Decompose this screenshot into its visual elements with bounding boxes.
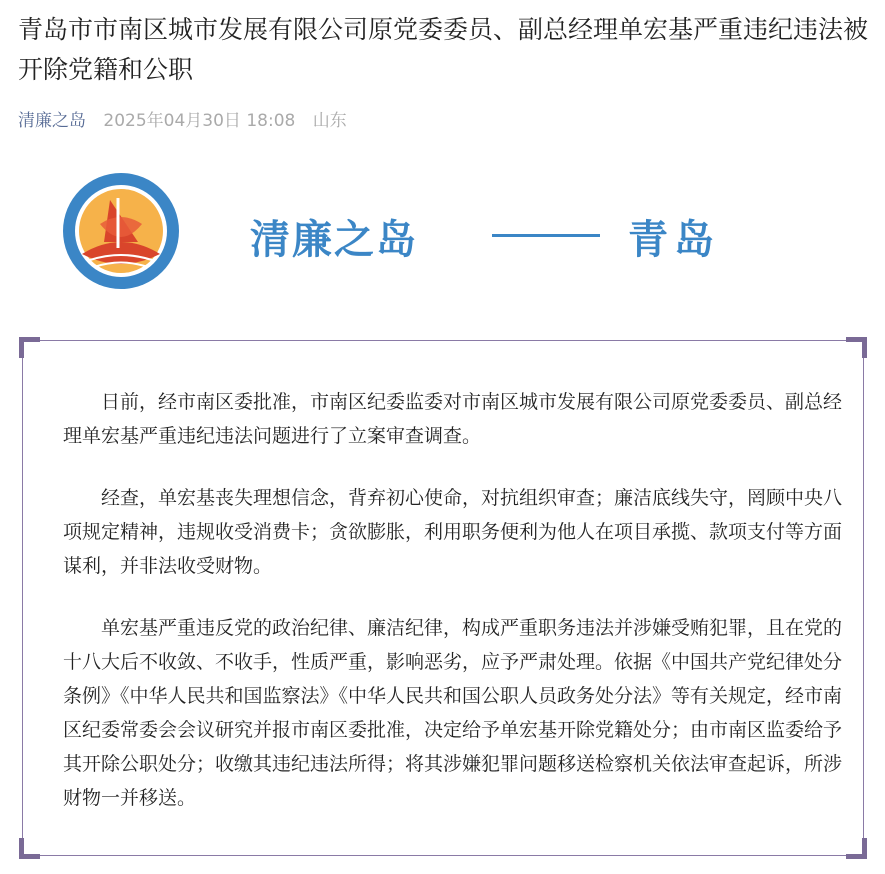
- banner-city-text: 青岛: [628, 216, 720, 263]
- frame-corner-top-left: [19, 337, 40, 358]
- article-meta: [18, 108, 347, 134]
- article-paragraph: 经查，单宏基丧失理想信念，背弃初心使命，对抗组织审查；廉洁底线失守，罔顾中央八项规定精神，违规收受消费卡；贪欲膨胀，利用职务便利为他人在项目承揽、款项支付等方面谋利，并非法收受财物。: [63, 487, 843, 577]
- frame-corner-bottom-right: [846, 838, 867, 859]
- article-title: 青岛市市南区城市发展有限公司原党委委员、副总经理单宏基严重违纪违法被开除党籍和公职: [18, 15, 869, 84]
- qinglian-logo-icon: [60, 170, 182, 292]
- banner-brand-text: 清廉之岛: [250, 216, 418, 263]
- frame-corner-bottom-left: [19, 838, 40, 859]
- account-name-link[interactable]: 清廉之岛: [18, 111, 86, 131]
- header-banner-image: [60, 170, 820, 295]
- article-paragraph: 日前，经市南区委批准，市南区纪委监委对市南区城市发展有限公司原党委委员、副总经理单宏基严重违纪违法问题进行了立案审查调查。: [63, 391, 843, 447]
- publish-location: 山东: [312, 111, 347, 131]
- banner-dash-divider: [492, 234, 600, 237]
- article-paragraph: 单宏基严重违反党的政治纪律、廉洁纪律，构成严重职务违法并涉嫌受贿犯罪，且在党的十八大后不收敛、不收手，性质严重，影响恶劣，应予严肃处理。依据《中国共产党纪律处分条例》《中华人民共和国监察法》《中华人民共和国公职人员政务处分法》等有关规定，经市南区纪委常委会会议研究并报市南区委批准，决定给予单宏基开除党籍处分；由市南区监委给予其开除公职处分；收缴其违纪违法所得；将其涉嫌犯罪问题移送检察机关依法审查起诉，所涉财物一并移送。: [63, 617, 843, 809]
- frame-corner-top-right: [846, 337, 867, 358]
- publish-date: 2025年04月30日 18:08: [103, 111, 296, 131]
- article-content-frame: [22, 340, 864, 856]
